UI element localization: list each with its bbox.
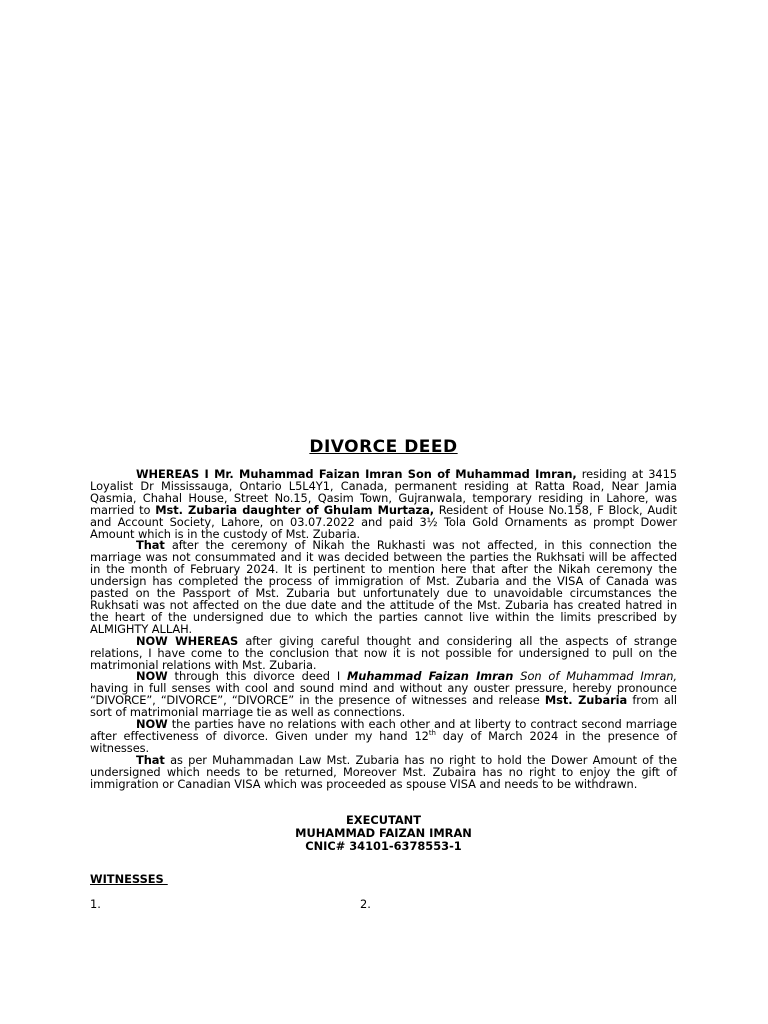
now-text-2: having in full senses with cool and sound mind and without any ouster pressure, hereby pronounce “DIVORCE”, “DIVORCE”, “DIVORCE” in the presence of witnesses and release <box>90 681 677 708</box>
that-lead-1: That <box>136 538 165 553</box>
witness-list <box>90 897 677 911</box>
executant-cnic: CNIC# 34101-6378553-1 <box>305 838 462 853</box>
wife-name: Mst. Zubaria daughter of Ghulam Murtaza, <box>155 502 435 517</box>
paragraph-now-parties <box>90 719 677 755</box>
husband-name: Mr. Muhammad Faizan Imran Son of Muhammad Imran, <box>214 467 577 481</box>
paragraph-whereas <box>90 469 677 540</box>
witness-2: 2. <box>360 897 371 912</box>
paragraph-that-2 <box>90 752 677 791</box>
now-lead-1: NOW <box>136 669 168 684</box>
paragraph-that-1 <box>90 540 677 635</box>
witnesses-heading: WITNESSES <box>90 872 168 887</box>
whereas-text-1: residing at 3415 Loyalist Dr Mississauga, Ontario L5L4Y1, Canada, permanent residing at Ratta Road, Near Jamia Qasmia, Chahal House, Street No.15, Qasim Town, Gujranwala, temporary residing in Lahore, was married to <box>90 467 677 517</box>
document-page <box>90 436 677 911</box>
now-parties-text-2: day of March 2024 in the presence of witnesses. <box>90 728 677 755</box>
wife-name-inline: Mst. Zubaria <box>544 693 628 708</box>
executant-name-inline: Muhammad Faizan Imran <box>347 669 514 684</box>
paragraph-now-divorce <box>90 671 677 719</box>
that-text-2: as per Muhammadan Law Mst. Zubaria has no right to hold the Dower Amount of the undersigned which needs to be returned, Moreover Mst. Zubaira has no right to enjoy the gift of immigration or Canadian VISA which was proceeded as spouse VISA and needs to be withdrawn. <box>90 752 677 791</box>
that-lead-2: That <box>136 752 165 767</box>
document-title: DIVORCE DEED <box>309 437 458 457</box>
now-text-3: from all sort of matrimonial marriage tie as well as connections. <box>90 693 677 720</box>
witness-1: 1. <box>90 897 101 912</box>
executant-name: MUHAMMAD FAIZAN IMRAN <box>295 826 472 841</box>
whereas-text-2: Resident of House No.158, F Block, Audit and Account Society, Lahore, on 03.07.2022 and paid 3½ Tola Gold Ornaments as prompt Dower Amount which is in the custody of Mst. Zubaria. <box>90 502 677 541</box>
now-parties-text-1: the parties have no relations with each other and at liberty to contract second marriage after effectiveness of divorce. Given under my hand 12 <box>90 717 677 743</box>
now-text-1: through this divorce deed I <box>167 669 348 684</box>
executant-block <box>90 814 677 852</box>
paragraph-now-whereas <box>90 633 677 672</box>
now-lead-2: NOW <box>136 717 168 732</box>
executant-label: EXECUTANT <box>346 813 421 828</box>
whereas-lead: WHEREAS I <box>136 467 215 481</box>
date-superscript: th <box>428 729 436 738</box>
that-text-1: after the ceremony of Nikah the Rukhasti was not affected, in this connection the marriage was not consummated and it was decided between the parties the Rukhsati will be affected in the month of February 2024. It is pertinent to mention here that after the Nikah ceremony the undersign has completed the process of immigration of Mst. Zubaria and the VISA of Canada was pasted on the Passport of Mst. Zubaria but unfortunately due to unavoidable circumstances the Rukhsati was not affected on the due date and the attitude of the Mst. Zubaria has created hatred in the heart of the undersigned due to which the parties cannot live within the limits prescribed by ALMIGHTY ALLAH. <box>90 538 677 636</box>
son-of-inline: Son of Muhammad Imran, <box>513 669 677 684</box>
now-whereas-text: after giving careful thought and considering all the aspects of strange relations, I have come to the conclusion that now it is not possible for undersigned to pull on the matrimonial relations with Mst. Zubaria. <box>90 633 677 672</box>
now-whereas-lead: NOW WHEREAS <box>136 633 239 648</box>
